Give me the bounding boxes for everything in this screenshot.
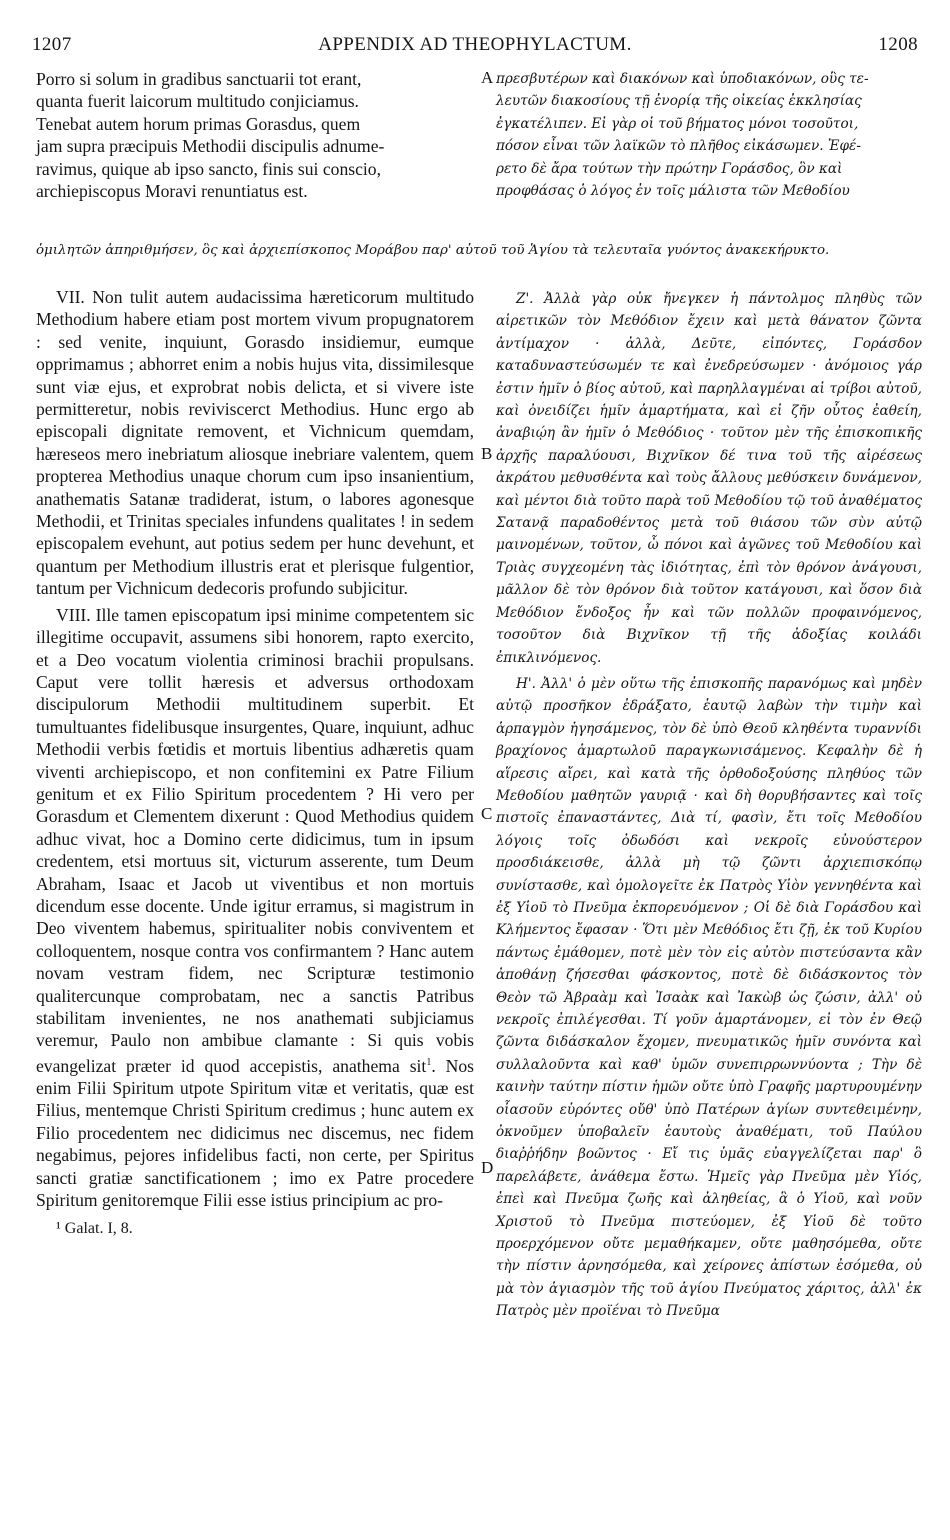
latin-paragraph-vii: VII. Non tulit autem audacissima hæreticorum multitudo Methodium habere etiam post mortem vivum propugnatorem : sed venite, inquiunt, Gorasdo insidiemur, eumque opprimamus ; abhorret enim a nobis hujus vita, dissimilesque sunt viæ ejus, et exprobrat nobis delicta, et si vivere iste permitteretur, nobis reviviscerct Methodius. Hunc ergo ab episcopali dignitate removent, et Vichnicum quemdam, hæreseos mero inebriatum aliosque inebriare valentem, quem propterea Methodius unaque chorum cum ipso insanientium, anathematis Satanæ tradiderat, istum, o labores agonesque Methodii, et Trinitas speciales infundens qualitates ! in sedem episcopalem evehunt, aut potius sedem per hunc devehunt, et quantum per Methodium illustris erat et plerisque fulgentior, tantum per Vichnicum dedecoris profundo subjicitur. (36, 287, 474, 599)
greek-paragraph-h: Η'. Ἀλλ' ὁ μὲν οὕτω τῆς ἐπισκοπῆς παρανόμως καὶ μηδὲν αὐτῷ προσῆκον ἐδράξατο, ἑαυτῷ λαβὼν τὴν τιμὴν καὶ ἁρπαγμὸν ἡγησάμενος, τὸν δὲ ὑπὸ Θεοῦ κληθέντα τυραννίδι βραχίονος ἁμαρτωλοῦ παραγκωνισάμενος. Κεφαλὴν δὲ ἡ αἵρεσις αἴρει, καὶ κατὰ τῆς ὀρθοδοξούσης πληθύος τῶν Μεθοδίου μαθητῶν γαυριᾷ · καὶ δὴ θορυβήσαντες καὶ τοῖς πιστοῖς ἐπαναστάντες, Διὰ τί, φασὶν, ἔτι τοῖς Μεθοδίου λόγοις τοῖς ὀδωδόσι καὶ νεκροῖς εὐνούστερον προσδιάκεισθε, ἀλλὰ μὴ τῷ ζῶντι ἀρχιεπισκόπῳ συνίστασθε, καὶ ὁμολογεῖτε ἐκ Πατρὸς Υἱὸν γεννηθέντα καὶ ἐξ Υἱοῦ τὸ Πνεῦμα ἐκπορευόμενον ; Οἱ δὲ διὰ Γοράσδου καὶ Κλήμεντος ἔφασαν · Ὅτι μὲν Μεθόδιος ἔτι ζῇ, ἐκ τοῦ Κυρίου πάντως ἐμάθομεν, ποτὲ μὲν τὸν εἰς αὐτὸν πιστεύσαντα κἂν ἀποθάνῃ ζήσεσθαι φάσκοντος, ποτὲ δὲ διδάσκοντος τὸν Θεὸν τῶ Ἀβραὰμ καὶ Ἰσαὰκ καὶ Ἰακὼβ ὡς ζώσιν, ἀλλ' οὐ νεκροῖς ἐπιλέγεσθαι. Τί γοῦν ἁμαρτάνομεν, εἰ τὸν ἐν Θεῷ ζῶντα διδάσκαλον ἔχομεν, πνευματικῶς ἡμῖν συνόντα καὶ συλλαλοῦντα καὶ καθ' ὑμῶν συνεπιρρωννύοντα ; Τὴν δὲ καινὴν ταύτην πίστιν ἡμῶν οὔτε ὑπὸ Γραφῆς μαρτυρουμένην οἷασοῦν εὑρόντες οὔθ' ὑπὸ Πατέρων ἁγίων συντεθειμένην, ὀκνοῦμεν ὑποβαλεῖν ἑαυτοὺς ἀναθέματι, τοῦ Παύλου διαῤῥήδην βοῶντος · Εἴ τις ὑμᾶς εὐαγγελίζεται παρ' ὃ παρελάβετε, ἀνάθεμα ἔστω. Ἡμεῖς γὰρ Πνεῦμα μὲν Υἱός, ἐπεὶ καὶ Πνεῦμα ζωῆς καὶ ἀληθείας, ἃ ὁ Υἱοῦ, καὶ νοῦν Χριστοῦ τὸ Πνεῦμα πιστεύομεν, ἐξ Υἱοῦ δὲ τοῦτο προερχόμενον οὔτε μεμαθήκαμεν, οὔτε μαθησόμεθα, οὔτε τὴν πίστιν ἀρνησόμεθα, καὶ χείρονες ἀπίστων ἐσόμεθα, οὐ μὰ τὸν ἁγιασμὸν τῆς τοῦ ἁγίου Πνεύματος χάριτος, ἀλλ' ἐκ Πατρὸς μὲν προϊέναι τὸ Πνεῦμα (496, 675, 922, 1320)
footnote-ref: 1 (426, 1056, 432, 1068)
latin-line: Tenebat autem horum primas Gorasdus, quem (36, 113, 361, 134)
greek-spanning-line (36, 240, 922, 262)
margin-letter-d: D (481, 1158, 494, 1177)
greek-line: προφθάσας ὁ λόγος ἐν τοῖς μάλιστα τῶν Μεθοδίου (496, 183, 850, 200)
margin-letter-b: B (481, 444, 493, 463)
page-number-right: 1208 (878, 34, 918, 55)
running-head (32, 34, 918, 58)
latin-line: archiepiscopus Moravi renuntiatus est. (36, 181, 308, 202)
greek-line: πρεσβυτέρων καὶ διακόνων καὶ ὑποδιακόνων, οὓς τε- (496, 71, 869, 87)
greek-line: ἐγκατέλιπεν. Εἰ γὰρ οἱ τοῦ βήματος μόνοι τοσοῦτοι, (496, 115, 859, 132)
greek-line: πόσον εἶναι τῶν λαϊκῶν τὸ πλῆθος εἰκάσωμεν. Ἐφέ- (496, 138, 861, 155)
margin-letter-a: A (481, 68, 494, 87)
latin-column-top (36, 68, 474, 202)
footnote: ¹ Galat. I, 8. (56, 1219, 133, 1237)
latin-column (36, 286, 474, 1240)
latin-paragraph-viii (36, 604, 474, 1212)
latin-paragraph-viii-text: VIII. Ille tamen episcopatum ipsi minime competentem sic illegitime occupavit, assumens sibi honorem, rapto exercito, et a Deo vocatum violentia criminosi brachii propulsans. Caput vere tollit hæresis et adversus orthodoxam discipulorum Methodii multitudinem superbit. Et tumultuantes fidelibusque insurgentes, Quare, inquiunt, adhuc Methodii verbis fœtidis et mortuis libentius adhæretis quam viventi archiepiscopo, et non confitemini ex Patre Filium genitum et ex Filio Spiritum procedentem ? Hi vero per Gorasdum et Clementem dixerunt : Quod Methodius quidem adhuc vivat, hoc a Domino certe didicimus, tum in ipsum credentem, etsi mortuus sit, victurum asserente, tum Deum Abraham, Isaac et Jacob ut viventibus et non mortuis dicendum esse docente. Unde igitur erramus, si magistrum in Deo viventem habemus, spiritualiter nobis conviventem et colloquentem, nosque contra vos confirmantem ? Hanc autem novam vestram fidem, nec Scripturæ testimonio qualitercunque comprobatam, nec a sanctis Patribus stabilitam invenientes, ne nos anathemati subjiciamus veremur, Paulo non ambibue clamante : Si quis vobis evangelizat præter id quod accepistis, anathema sit (36, 604, 474, 1076)
greek-spanning-text: ὁμιλητῶν ἀπηριθμήσεν, ὃς καὶ ἀρχιεπίσκοπος Μοράβου παρ' αὐτοῦ τοῦ Ἁγίου τὰ τελευταῖα γυόντος ἀνακεκήρυκτο. (36, 243, 830, 258)
greek-line: λευτῶν διακοσίους τῇ ἐνορίᾳ τῆς οἰκείας ἐκκλησίας (496, 93, 862, 110)
greek-paragraph-z: Ζ'. Ἀλλὰ γὰρ οὐκ ἤνεγκεν ἡ πάντολμος πληθὺς τῶν αἱρετικῶν τὸν Μεθόδιον ἔχειν καὶ μετὰ θάνατον ζῶντα ἀντίμαχον · ἀλλὰ, Δεῦτε, εἰπόντες, Γοράσδον καταδυναστεύσωμέν τε καὶ ἐνεδρεύσωμεν · ἀνόμοιος γάρ ἐστιν ἡμῖν ὁ βίος αὐτοῦ, καὶ παρηλλαγμέναι αἱ τρίβοι αὐτοῦ, καὶ ὀνειδίζει ἡμῖν ἁμαρτήματα, καὶ εἰ ζῆν οὗτος ἐαθείη, ἀναβιῴη ἂν ἡμῖν ὁ Μεθόδιος · τοῦτον μὲν τῆς ἐπισκοπικῆς ἀρχῆς παραλύουσι, Βιχνῖκον δέ τινα τοῦ τῆς αἱρέσεως ἀκράτου μεθυσθέντα καὶ τοὺς ἄλλους μεθύσκειν δυνάμενον, καὶ μέντοι διὰ τοῦτο παρὰ τοῦ Μεθοδίου τῷ τοῦ ἀναθέματος Σατανᾷ παραδοθέντος μετὰ τοῦ θιάσου τῶν σὺν αὐτῷ μαινομένων, τοῦτον, ὦ πόνοι καὶ ἀγῶνες τοῦ Μεθοδίου καὶ Τριὰς συγχεομένη τὰς ἰδιότητας, ἐπὶ τὸν θρόνον ἀνάγουσι, μᾶλλον δὲ τὸν θρόνον διὰ τοῦτον κατάγουσι, καὶ ὅσον διὰ Μεθόδιον ἔνδοξος ἦν καὶ τῶν πολλῶν προφαινόμενος, τοσοῦτον διὰ Βιχνῖκον τῇ τῆς ἀδοξίας κοιλάδι ἐπικλινόμενος. (496, 291, 922, 666)
latin-line: jam supra præcipuis Methodii discipulis adnume- (36, 136, 385, 157)
greek-line: ρετο δὲ ἄρα τούτων τὴν πρώτην Γοράσδος, ὃν καὶ (496, 160, 843, 177)
latin-line: Porro si solum in gradibus sanctuarii tot erant, (36, 69, 362, 89)
running-title: APPENDIX AD THEOPHYLACTUM. (318, 34, 632, 55)
margin-letter-c: C (481, 804, 493, 823)
greek-column-top (496, 68, 922, 202)
greek-column (496, 288, 922, 1323)
latin-line: ravimus, quique ab ipso sancto, finis sui conscio, (36, 158, 381, 179)
latin-paragraph-viii-end: . Nos enim Filii Spiritum utpote Spiritum vitæ et veritatis, quæ est Filius, mentemque Christi Spiritum credimus ; hunc autem ex Filio procedentem nec didicimus nec discemus, nec fidem negabimus, pejores infidelibus facti, non certe, per Spiritus sancti gratiæ sanctificationem ; imo ex Patre procedere Spiritum genitoremque Filii esse istius principium ac pro- (36, 1055, 474, 1211)
latin-line: quanta fuerit laicorum multitudo conjiciamus. (36, 91, 359, 112)
page-number-left: 1207 (32, 34, 72, 55)
